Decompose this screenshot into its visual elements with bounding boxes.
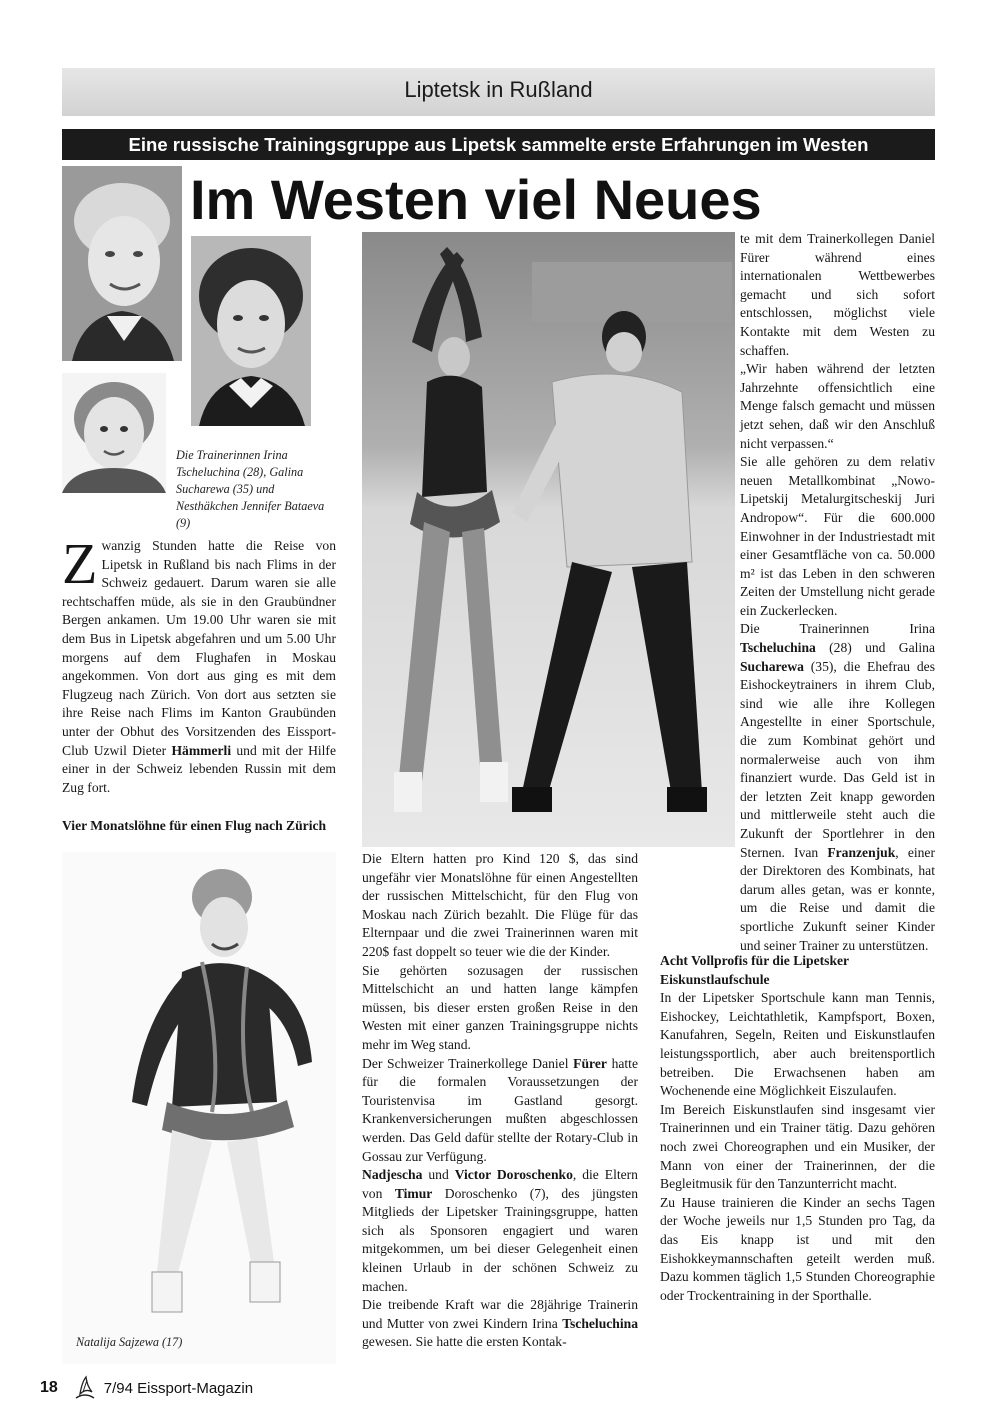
photo-child-jennifer [62,373,166,493]
photo-pair-skaters [362,232,735,847]
kicker: Eine russische Trainingsgruppe aus Lipetsk sammelte erste Erfahrungen im Westen [62,129,935,160]
page-number: 18 [40,1379,58,1396]
headline: Im Westen viel Neues [190,168,762,231]
photo-trainer-galina [191,236,311,426]
photo-trainer-irina [62,166,182,361]
column-3-bottom: Acht Vollprofis für die Lipetsker Eiskunstlaufschule In der Lipetsker Sportschule kann man Tennis, Eishockey, Leichtathletik, Kampfsport, Boxen, Kanufahren, Segeln, Reiten und Eiskunstlaufen leistungssportlich, aber auch breitensportlich betreiben. Die Erwachsenen haben am Wochenende eine Möglichkeit Eiszulaufen. Im Bereich Eiskunstlaufen sind insgesamt vier Trainerinnen und ein Trainer tätig. Dazu gehören noch zwei Choreographen und ein Musiker, der Mann von einer der Trainerinnen, der die Begleitmusik für den Tanzunterricht macht. Zu Hause trainieren die Kinder an sechs Tagen der Woche jeweils nur 1,5 Stunden pro Tag, da das Eis knapp ist und mit den Eishokkeymannschaften geteilt werden muß. Dazu kommen täglich 1,5 Stunden Choreographie oder Trockentraining in der Sporthalle. [660,953,935,1303]
magazine-logo-icon [72,1374,98,1402]
photo-skater-natalija [62,852,336,1364]
column-1 [62,531,336,836]
subhead-flight: Vier Monatslöhne für einen Flug nach Zürich [62,818,327,834]
column-3-top: te mit dem Trainerkollegen Daniel Fürer während eines internationalen Wettbewerbes gemacht und sich sofort entschlossen, möglichst viele Kontakte mit dem Westen zu schaffen. „Wir haben während der letzten Jahrzehnte offensichtlich eine Menge falsch gemacht und müssen jetzt sehen, daß wir den Anschluß nicht verpassen.“ Sie alle gehören zu dem relativ neuen Metallkombinat „Nowo-Lipetskij Metalurgitscheskij Juri Andropow“. Für die 600.000 Einwohner in der Industriestadt mit einer Gesamtfläche von ca. 50.000 m² ist das Leben in den schweren Zeiten der Umstellung nicht gerade ein Zuckerlecken. Die Trainerinnen Irina Tscheluchina (28) und Galina Sucharewa (35), die Ehefrau des Eishockeytrainers in ihrem Club, sind wie alle ihre Kollegen Angestellte in einer Sportschule, die zum Kombinat gehört und normalerweise auch von ihm finanziert wurde. Das Geld ist in der letzten Zeit knapp geworden und mittlerweile steht auch die Zukunft der Sportlehrer in den Sternen. Ivan Franzenjuk, einer der Direktoren des Kombinats, hat darum alles getan, was er konnte, um die Reise und damit die sportliche Zukunft seiner Kinder und seiner Trainer zu unterstützen. [740,231,935,953]
drop-cap: Z [62,531,98,596]
section-header [62,68,935,116]
intro-paragraph: Zwanzig Stunden hatte die Reise von Lipetsk in Rußland bis nach Flims in der Schweiz gedauert. Darum waren sie alle rechtschaffen müde, als sie in den Graubündner Bergen ankamen. Um 19.00 Uhr waren sie mit dem Bus in Lipetsk abgefahren und um 5.00 Uhr morgens auf dem Flughafen in Moskau angekommen. Von dort aus ging es mit dem Flugzeug nach Zürich. Von dort aus setzten sie ihre Reise nach Flims im Kanton Graubünden unter der Obhut des Vorsitzenden des Eissport-Club Uzwil Dieter Hämmerli und mit der Hilfe einer in der Schweiz lebenden Russin mit dem Zug fort. [62,531,336,795]
issue-label: 7/94 Eissport-Magazin [103,1379,254,1397]
footer [40,1374,253,1402]
column-2: Die Eltern hatten pro Kind 120 $, das sind ungefähr vier Monatslöhne für einen Angestellten der russischen Mittelschicht, für den Flug von Moskau nach Zürich bezahlt. Die Flüge für das Elternpaar und die zwei Trainerinnen waren mit 220$ fast doppelt so teuer wie die der Kinder. Sie gehörten sozusagen der russischen Mittelschicht an und hatten lange kämpfen müssen, bis dieser ersten großen Reise in den Westen mit einer ganzen Trainingsgruppe nichts mehr im Weg stand. Der Schweizer Trainerkollege Daniel Fürer hatte für die formalen Voraussetzungen der Touristenvisa im Gastland gesorgt. Krankenversicherungen mußten abgeschlossen werden. Das Geld dafür stellte der Rotary-Club in Gossau zur Verfügung. Nadjescha und Victor Doroschenko, die Eltern von Timur Doroschenko (7), des jüngsten Mitglieds der Lipetsker Trainingsgruppe, hatten sich als Sponsoren engagiert und waren mitgekommen, um bei dieser Gelegenheit einen kleinen Urlaub in der schönen Schweiz zu machen. Die treibende Kraft war die 28jährige Trainerin und Mutter von zwei Kindern Irina Tscheluchina gewesen. Sie hatte die ersten Kontak- [362,851,638,1350]
section-title: Liptetsk in Rußland [404,77,593,102]
caption-trainers: Die Trainerinnen Irina Tscheluchina (28), Galina Sucharewa (35) und Nesthäkchen Jennifer Bataeva (9) [176,448,325,530]
caption-skater: Natalija Sajzewa (17) [76,1335,183,1349]
subhead-school: Acht Vollprofis für die Lipetsker Eiskunstlaufschule [660,953,849,987]
